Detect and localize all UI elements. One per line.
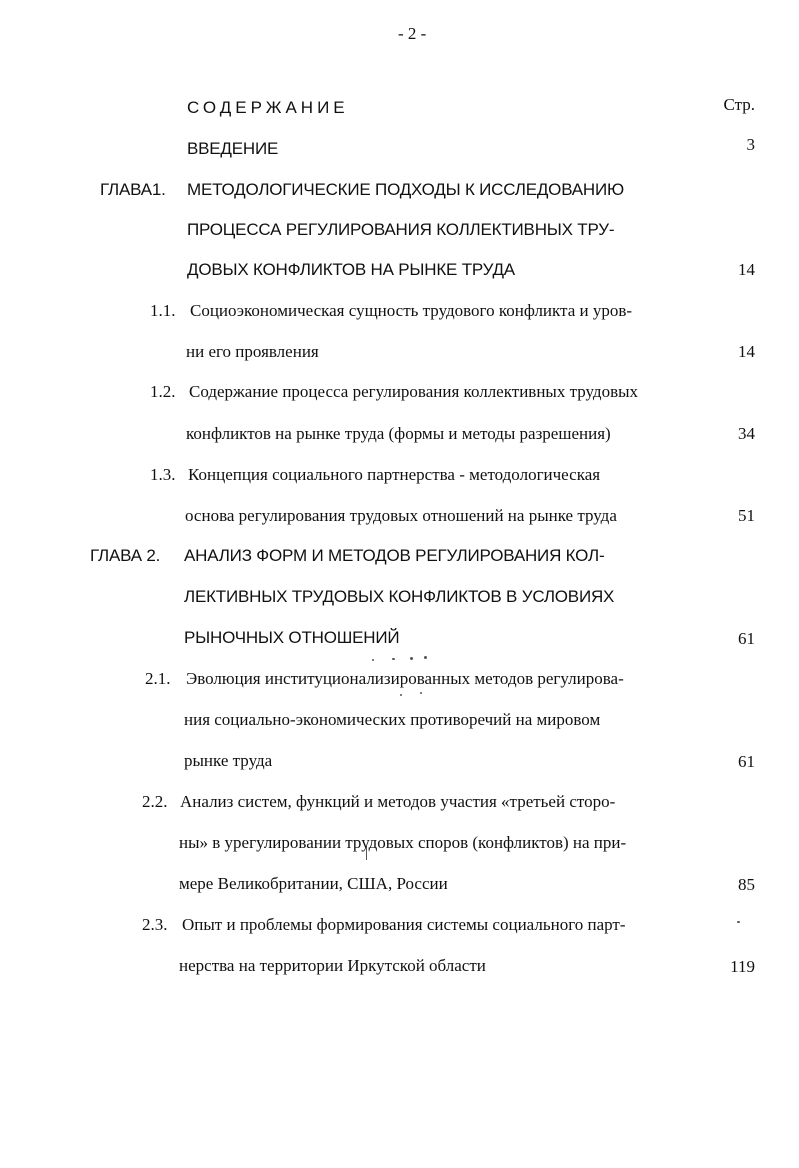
section-number: 1.1. (150, 301, 176, 320)
section-number: 2.1. (145, 669, 171, 688)
intro-title: ВВЕДЕНИЕ (187, 139, 279, 158)
chapter1-title-line: МЕТОДОЛОГИЧЕСКИЕ ПОДХОДЫ К ИССЛЕДОВАНИЮ (187, 180, 624, 199)
page-number: - 2 - (398, 24, 427, 43)
section-title-line: основа регулирования трудовых отношений на рынке труда (185, 506, 617, 525)
scan-speck (400, 694, 402, 696)
scan-speck (737, 921, 740, 923)
scan-speck (392, 658, 395, 660)
section-number: 2.2. (142, 792, 168, 811)
section-page: 61 (738, 752, 755, 771)
chapter2-label: ГЛАВА 2. (90, 546, 161, 565)
scan-speck (420, 692, 422, 694)
section-title-line: конфликтов на рынке труда (формы и методы разрешения) (186, 424, 611, 443)
section-title-line: нерства на территории Иркутской области (179, 956, 486, 975)
section-title-line: Концепция социального партнерства - методологическая (188, 465, 601, 484)
section-number: 1.2. (150, 382, 176, 401)
section-title-line: Эволюция институционализированных методов регулирова- (186, 669, 624, 688)
section-number: 2.3. (142, 915, 168, 934)
chapter1-label: ГЛАВА1. (100, 180, 166, 199)
section-title-line: ны» в урегулировании трудовых споров (конфликтов) на при- (179, 833, 627, 852)
chapter2-title-line: ЛЕКТИВНЫХ ТРУДОВЫХ КОНФЛИКТОВ В УСЛОВИЯХ (184, 587, 615, 606)
section-title-line: Анализ систем, функций и методов участия «третьей сторо- (180, 792, 616, 811)
chapter2-page: 61 (738, 629, 755, 648)
section-number: 1.3. (150, 465, 176, 484)
section-title-line: рынке труда (184, 751, 273, 770)
chapter1-title-line: ПРОЦЕССА РЕГУЛИРОВАНИЯ КОЛЛЕКТИВНЫХ ТРУ- (187, 220, 615, 239)
toc-title: СОДЕРЖАНИЕ (187, 98, 349, 117)
section-title-line: Опыт и проблемы формирования системы социального парт- (182, 915, 626, 934)
section-page: 85 (738, 875, 755, 894)
chapter1-page: 14 (738, 260, 755, 279)
chapter2-title-line: АНАЛИЗ ФОРМ И МЕТОДОВ РЕГУЛИРОВАНИЯ КОЛ- (184, 546, 605, 565)
section-title-line: Содержание процесса регулирования коллективных трудовых (189, 382, 639, 401)
section-title-line: ния социально-экономических противоречий на мировом (184, 710, 601, 729)
chapter2-title-line: РЫНОЧНЫХ ОТНОШЕНИЙ (184, 628, 400, 647)
section-page: 34 (738, 424, 755, 443)
scan-speck (410, 657, 413, 660)
section-title-line: ни его проявления (186, 342, 319, 361)
scan-speck (424, 656, 427, 659)
page-column-label: Стр. (723, 95, 755, 114)
section-page: 119 (730, 957, 755, 976)
intro-page: 3 (746, 135, 755, 154)
section-title-line: Социоэкономическая сущность трудового конфликта и уров- (190, 301, 633, 320)
section-page: 51 (738, 506, 755, 525)
chapter1-title-line: ДОВЫХ КОНФЛИКТОВ НА РЫНКЕ ТРУДА (187, 260, 515, 279)
scan-speck (372, 659, 374, 661)
section-title-line: мере Великобритании, США, России (179, 874, 448, 893)
section-page: 14 (738, 342, 755, 361)
